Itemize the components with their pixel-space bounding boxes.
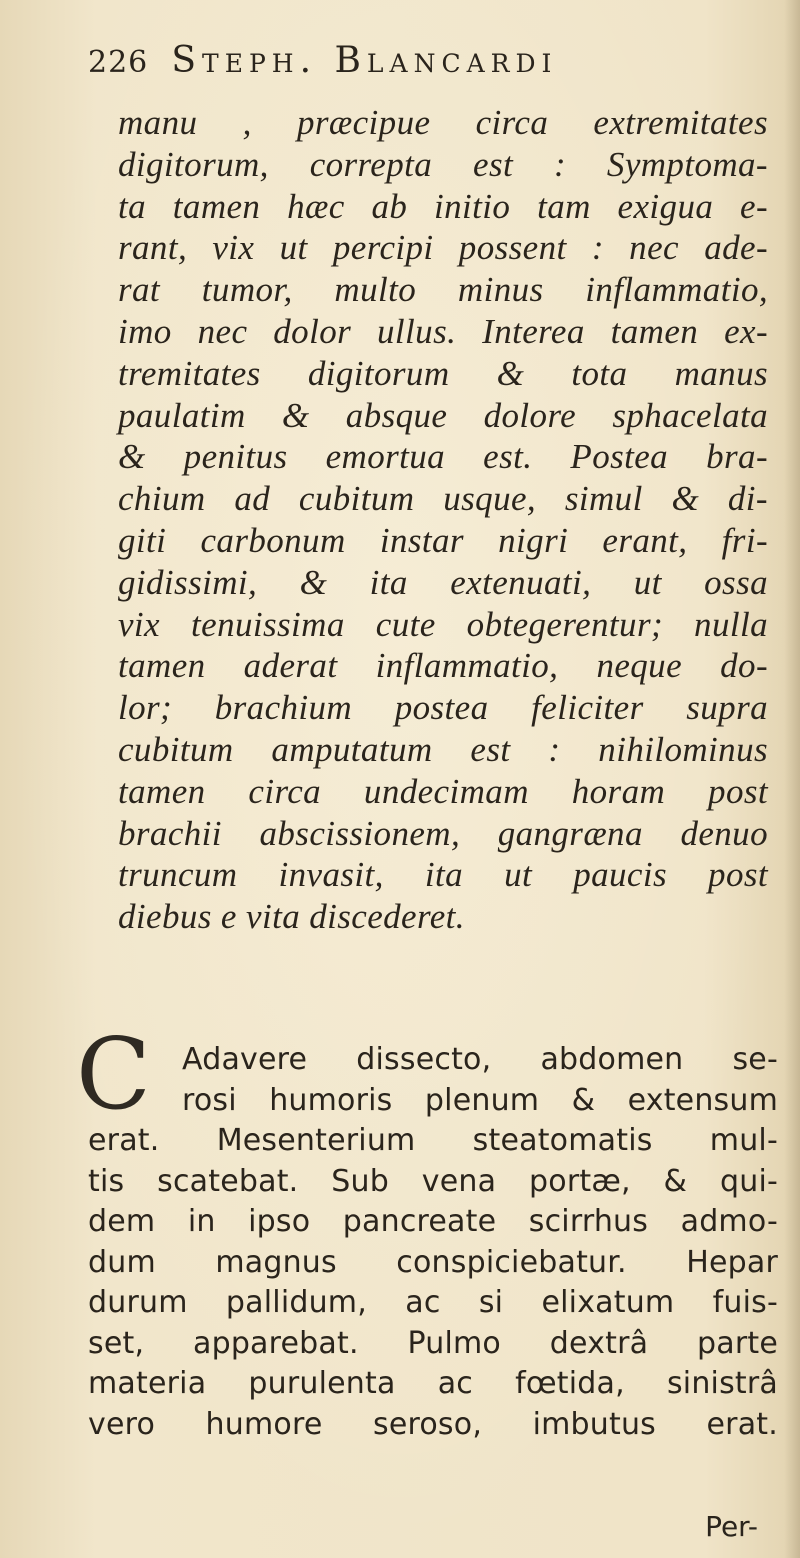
text-line: erat. Mesenterium steatomatis mul- <box>88 1123 778 1158</box>
text-line: rosi humoris plenum & extensum <box>182 1082 778 1118</box>
text-line: lor; brachium postea feliciter supra <box>118 688 768 728</box>
text-line: rat tumor, multo minus inflammatio, <box>118 270 768 310</box>
text-line: dem in ipso pancreate scirrhus admo- <box>88 1204 778 1239</box>
running-head: Steph. Blancardi <box>171 40 558 81</box>
text-line: ta tamen hæc ab initio tam exigua e- <box>118 186 768 226</box>
text-line: vix tenuissima cute obtegerentur; nulla <box>118 604 768 644</box>
text-line: tamen circa undecimam horam post <box>118 771 768 811</box>
text-line: dum magnus conspiciebatur. Hepar <box>88 1244 778 1280</box>
italic-case-text <box>118 102 768 938</box>
text-line: giti carbonum instar nigri erant, fri- <box>118 520 768 560</box>
text-line: cubitum amputatum est : nihilominus <box>118 729 768 769</box>
text-line: digitorum, correpta est : Symptoma- <box>118 144 768 184</box>
text-line: diebus e vita discederet. <box>118 897 465 937</box>
text-line: chium ad cubitum usque, simul & di- <box>118 479 768 519</box>
page-header <box>88 40 748 96</box>
autopsy-paragraph <box>88 1040 778 1445</box>
text-line: tremitates digitorum & tota manus <box>118 353 768 393</box>
text-line: tis scatebat. Sub vena portæ, & qui- <box>88 1163 778 1199</box>
page-edge-shadow <box>784 0 800 1558</box>
text-line: brachii abscissionem, gangræna denuo <box>118 813 768 853</box>
text-line: set, apparebat. Pulmo dextrâ parte <box>88 1325 778 1361</box>
text-line: truncum invasit, ita ut paucis post <box>118 855 768 895</box>
text-line: tamen aderat inflammatio, neque do- <box>118 646 768 686</box>
text-line: gidissimi, & ita extenuati, ut ossa <box>118 562 768 602</box>
text-line: manu , præcipue circa extremitates <box>118 103 768 142</box>
text-line: imo nec dolor ullus. Interea tamen ex- <box>118 311 768 351</box>
text-line: durum pallidum, ac si elixatum fuis- <box>88 1285 778 1320</box>
text-line: materia purulenta ac fœtida, sinistrâ <box>88 1366 778 1401</box>
text-line: & penitus emortua est. Postea bra- <box>118 437 768 477</box>
text-line: paulatim & absque dolore sphacelata <box>118 395 768 435</box>
catchword: Per- <box>705 1510 758 1543</box>
text-line: vero humore seroso, imbutus erat. <box>88 1406 778 1442</box>
drop-cap-letter: C <box>76 1018 151 1132</box>
text-line: Adavere dissecto, abdomen se- <box>182 1042 778 1077</box>
page-number: 226 <box>88 45 149 80</box>
text-line: rant, vix ut percipi possent : nec ade- <box>118 228 768 268</box>
